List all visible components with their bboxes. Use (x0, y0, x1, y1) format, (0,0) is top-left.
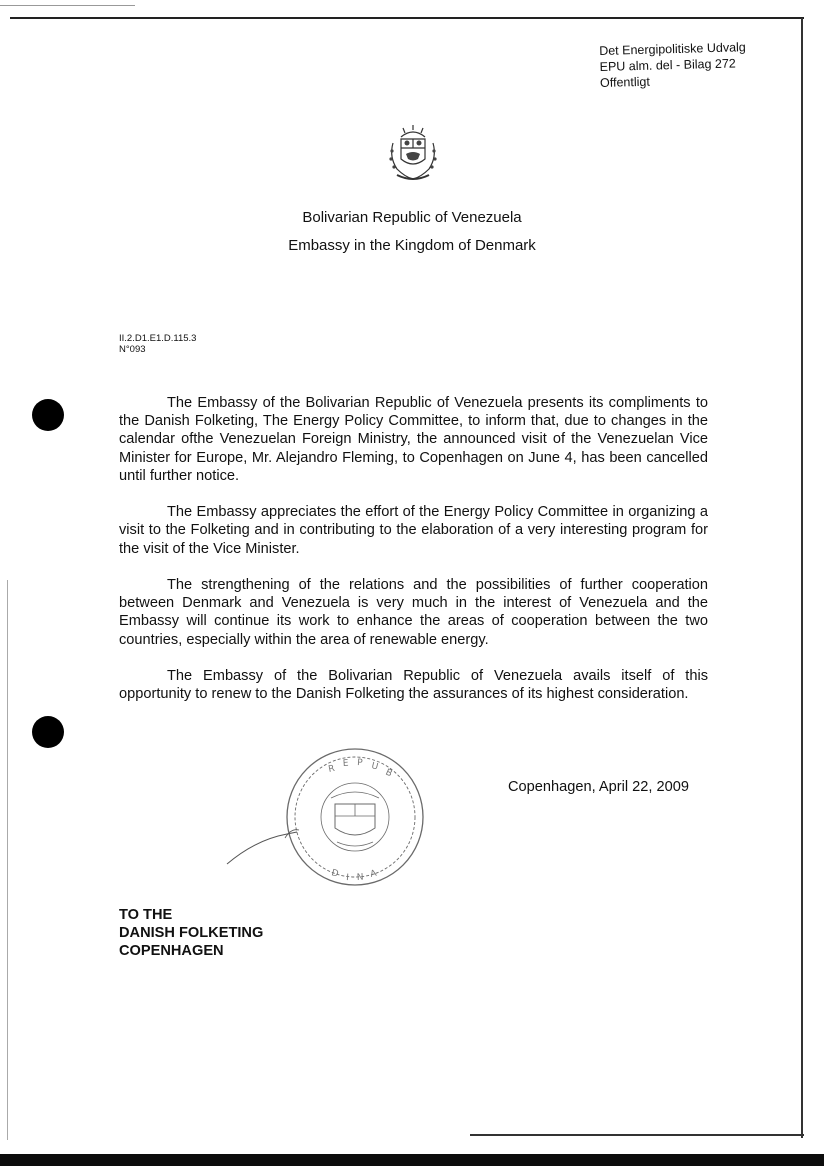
scan-bottom-band (0, 1154, 824, 1166)
svg-text:I: I (345, 873, 350, 884)
letterhead-embassy: Embassy in the Kingdom of Denmark (288, 237, 536, 254)
filing-status: Offentligt (599, 74, 651, 90)
body-paragraph: The Embassy of the Bolivarian Republic of Venezuela presents its compliments to the Danish Folketing, The Energy Policy Committee, to inform that, due to changes in the calendar ofthe Venezuelan Foreign Ministry, the announced visit of the Venezuelan Vice Minister for Europe, Mr. Alejandro Fleming, to Copenhagen on June 4, has been cancelled until further notice. (119, 395, 708, 484)
date-line: Copenhagen, April 22, 2009 (508, 779, 689, 795)
addressee-line: COPENHAGEN (119, 943, 224, 960)
body-paragraph: The Embassy of the Bolivarian Republic of Venezuela avails itself of this opportunity to renew to the Danish Folketing the assurances of its highest consideration. (119, 668, 708, 703)
reference-block (119, 333, 196, 355)
reference-number: N°093 (119, 344, 146, 355)
svg-text:A: A (369, 868, 378, 880)
filing-header (599, 38, 790, 91)
svg-text:D: D (330, 868, 340, 880)
addressee-line: TO THE (119, 907, 173, 923)
addressee-line: DANISH FOLKETING (119, 925, 264, 942)
svg-text:N: N (356, 872, 364, 883)
reference-code: II.2.D1.E1.D.115.3 (119, 333, 197, 344)
letterhead-country: Bolivarian Republic of Venezuela (302, 209, 522, 226)
body-paragraph: The Embassy appreciates the effort of the Energy Policy Committee in organizing a visit to the Folketing and in contributing to the elaboration of a very interesting program for the visit of the Vice Minister. (119, 504, 708, 557)
addressee-block (119, 906, 263, 961)
scan-edge-left-line (7, 580, 8, 1140)
body-paragraph: The strengthening of the relations and the possibilities of further cooperation between Denmark and Venezuela is very much in the interest of Venezuela and the Embassy will continue its work to enhance the areas of cooperation between the two countries, especially within the area of renewable energy. (119, 577, 708, 648)
scan-edge-bottom-line (470, 1134, 804, 1136)
svg-text:B: B (383, 767, 394, 780)
scan-edge-right-line (801, 18, 803, 1138)
svg-text:E: E (342, 758, 349, 769)
coat-of-arms-emblem (383, 123, 443, 185)
svg-text:R: R (327, 763, 336, 775)
letterhead (0, 204, 824, 260)
svg-text:P: P (356, 758, 363, 769)
embassy-seal-stamp (225, 742, 440, 892)
letter-body (119, 394, 708, 722)
scan-edge-top-line (10, 17, 804, 19)
filing-reference: EPU alm. del - Bilag 272 (599, 56, 736, 74)
punch-hole-top (32, 399, 64, 431)
svg-text:U: U (370, 761, 380, 773)
scan-edge-short-line (0, 5, 135, 6)
punch-hole-bottom (32, 716, 64, 748)
filing-committee: Det Energipolitiske Udvalg (599, 40, 746, 58)
